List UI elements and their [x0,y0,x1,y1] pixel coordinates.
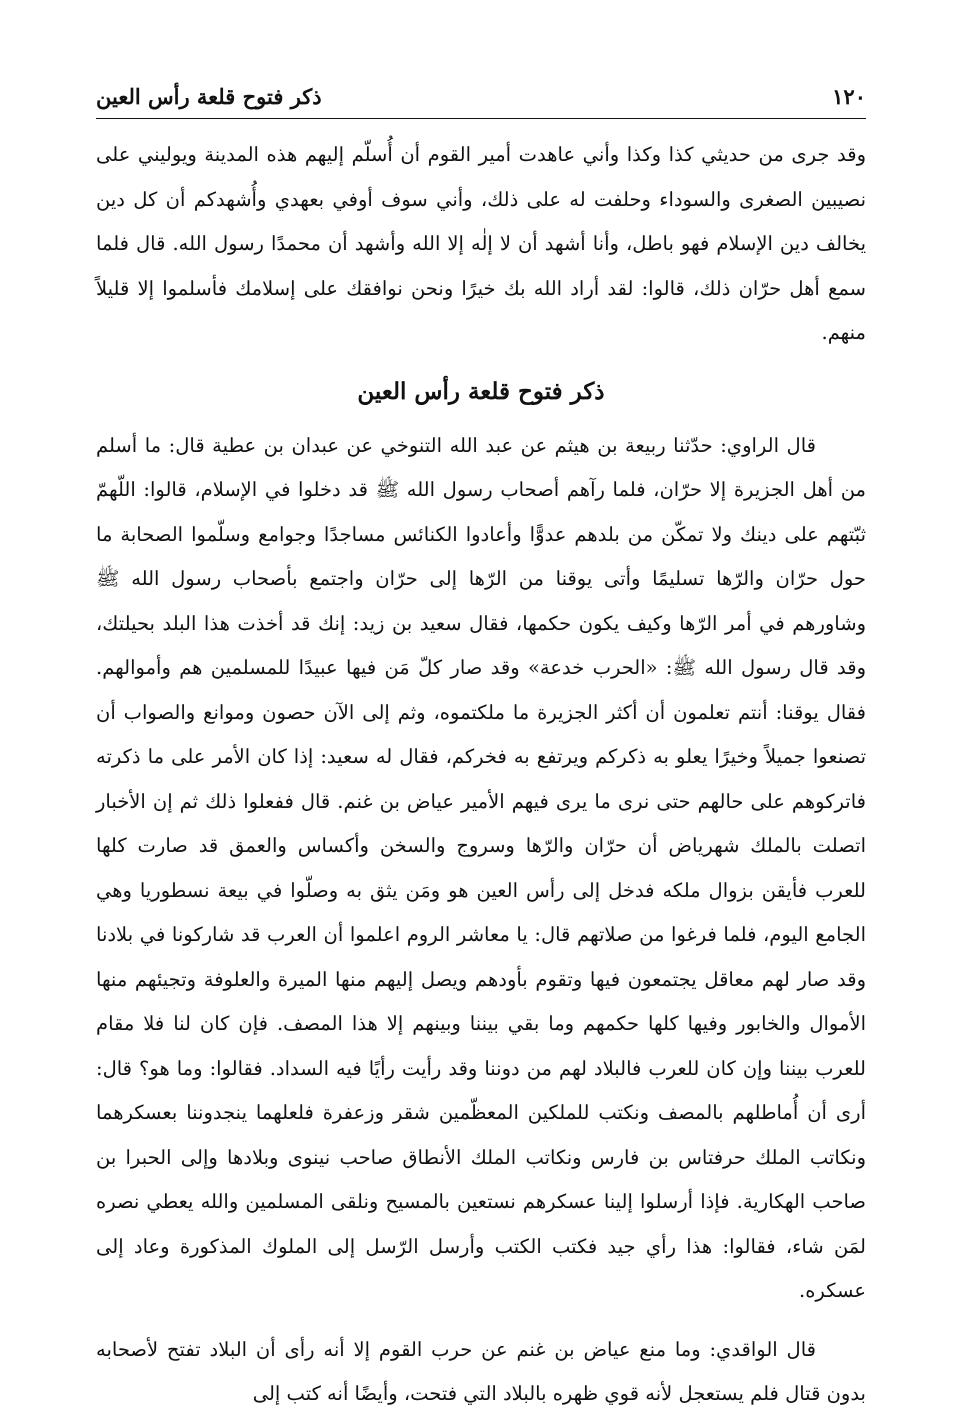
running-title: ذكر فتوح قلعة رأس العين [96,84,322,109]
book-page [96,80,866,1417]
section-heading: ذكر فتوح قلعة رأس العين [357,377,605,405]
page-number: ١٢٠ [832,84,866,109]
body-paragraph-narrator: قال الراوي: حدّثنا ربيعة بن هيثم عن عبد الله التنوخي عن عبدان بن عطية قال: ما أسلم من أهل الجزيرة إلا حرّان، فلما رآهم أصحاب رسول الله ﷺ قد دخلوا في الإسلام، قالوا: اللّهمّ ثبّتهم على دينك ولا تمكّن من بلدهم عدوًّا وأعادوا الكنائس مساجدًا وجوامع وسلّموا الصحابة ما حول حرّان والرّها تسليمًا وأتى يوقنا من الرّها إلى حرّان واجتمع بأصحاب رسول الله ﷺ وشاورهم في أمر الرّها وكيف يكون حكمها، فقال سعيد بن زيد: إنك قد أخذت هذا البلد بحيلتك، وقد قال رسول الله ﷺ: «الحرب خدعة» وقد صار كلّ مَن فيها عبيدًا للمسلمين هم وأموالهم. فقال يوقنا: أنتم تعلمون أن أكثر الجزيرة ما ملكتموه، وثم إلى الآن حصون وموانع والصواب أن تصنعوا جميلاً وخيرًا يعلو به ذكركم ويرتفع به فخركم، فقال له سعيد: إذا كان الأمر على ما ذكرته فاتركوهم على حالهم حتى نرى ما يرى فيهم الأمير عياض بن غنم. قال ففعلوا ذلك ثم إن الأخبار اتصلت بالملك شهرياض أن حرّان والرّها وسروج والسخن وأكساس والعمق قد صارت كلها للعرب فأيقن بزوال ملكه فدخل إلى رأس العين هو ومَن يثق به وصلّوا في بيعة نسطوريا وهي الجامع اليوم، فلما فرغوا من صلاتهم قال: يا معاشر الروم اعلموا أن العرب قد شاركونا في بلادنا وقد صار لهم معاقل يجتمعون فيها وتقوم بأودهم ويصل إليهم منها الميرة والعلوفة وتجيئهم منها الأموال والخابور وفيها كلها حكمهم وما بقي بيننا وبينهم إلا هذا المصف. فإن كان لنا فلا مقام للعرب بيننا وإن كان للعرب فالبلاد لهم من دوننا وقد رأيت رأيًا فيه السداد. فقالوا: وما هو؟ قال: أرى أن أُماطلهم بالمصف ونكتب للملكين المعظّمين شقر وزعفرة فلعلهما ينجدوننا بعسكرهما ونكاتب الملك حرفتاس بن فارس ونكاتب الملك الأنطاق صاحب نينوى وبلادها وإلى الحبرا بن صاحب الهكارية. فإذا أرسلوا إلينا عسكرهم نستعين بالمسيح ونلقى المسلمين والله يعطي نصره لمَن شاء، فقالوا: هذا رأي جيد فكتب الكتب وأرسل الرّسل إلى الملوك المذكورة وعاد إلى عسكره. [96,433,866,1302]
running-header [96,80,866,114]
body-paragraph-waqidi: قال الواقدي: وما منع عياض بن غنم عن حرب القوم إلا أنه رأى أن البلاد تفتح لأصحابه بدون قتال فلم يستعجل لأنه قوي ظهره بالبلاد التي فتحت، وأيضًا أنه كتب إلى [96,1337,866,1405]
header-divider [96,118,866,119]
opening-paragraph: وقد جرى من حديثي كذا وكذا وأني عاهدت أمير القوم أن أُسلّم إليهم هذه المدينة ويوليني على نصيبين الصغرى والسوداء وحلفت له على ذلك، وأني سوف أوفي بعهدي وأُشهدكم أن كل دين يخالف دين الإسلام فهو باطل، وأنا أشهد أن لا إلٰه إلا الله وأشهد أن محمدًا رسول الله. قال فلما سمع أهل حرّان ذلك، قالوا: لقد أراد الله بك خيرًا ونحن نوافقك على إسلامك فأسلموا إلا قليلاً منهم. [96,143,866,344]
